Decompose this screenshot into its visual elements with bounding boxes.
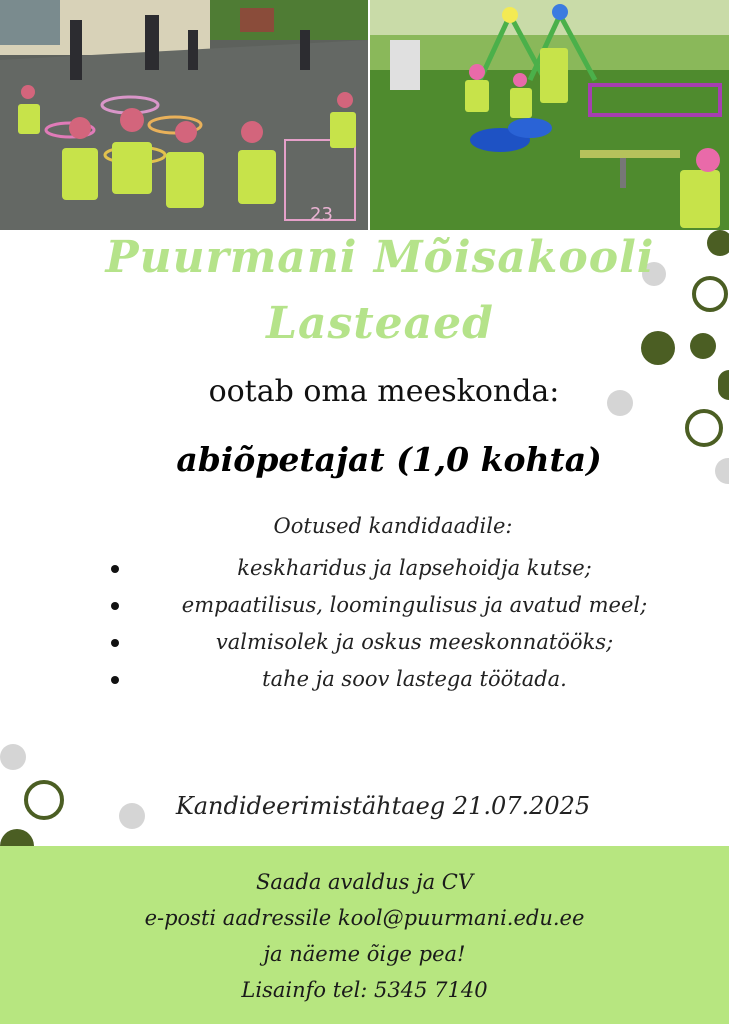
contact-line-3: ja näeme õige pea! xyxy=(263,942,466,966)
list-item xyxy=(0,624,729,661)
bullet-icon xyxy=(111,639,119,647)
garden-photo xyxy=(370,0,729,230)
bullet-icon xyxy=(111,676,119,684)
svg-text:23: 23 xyxy=(310,204,333,225)
contact-phone-line: Lisainfo tel: 5345 7140 xyxy=(241,978,488,1002)
bullet-icon xyxy=(111,565,119,573)
playground-photo xyxy=(0,0,368,230)
subtitle: ootab oma meeskonda: xyxy=(208,374,560,409)
contact-email-line: e-posti aadressile kool@puurmani.edu.ee xyxy=(144,906,585,930)
requirements-list xyxy=(0,550,729,698)
list-item-text: valmisolek ja oskus meeskonnatööks; xyxy=(215,630,614,654)
list-item xyxy=(0,550,729,587)
decor-circle-dark xyxy=(690,333,716,359)
garden-photo-illustration xyxy=(370,0,729,230)
decor-ring xyxy=(692,276,728,312)
contact-line-1: Saada avaldus ja CV xyxy=(255,870,474,894)
job-position: abiõpetajat (1,0 kohta) xyxy=(176,440,602,479)
title-line-1: Puurmani Mõisakooli xyxy=(105,232,655,283)
playground-photo-illustration xyxy=(0,0,368,230)
contact-footer xyxy=(0,846,729,1024)
title-line-2: Lasteaed xyxy=(266,298,494,349)
bullet-icon xyxy=(111,602,119,610)
list-item-text: tahe ja soov lastega töötada. xyxy=(262,667,567,691)
decor-circle-grey xyxy=(0,744,26,770)
list-item-text: empaatilisus, loomingulisus ja avatud meel; xyxy=(181,593,648,617)
list-item-text: keskharidus ja lapsehoidja kutse; xyxy=(237,556,592,580)
application-deadline: Kandideerimistähtaeg 21.07.2025 xyxy=(175,792,591,820)
list-item xyxy=(0,587,729,624)
list-item xyxy=(0,661,729,698)
requirements-heading: Ootused kandidaadile: xyxy=(273,514,513,538)
decor-circle-dark xyxy=(707,230,729,256)
